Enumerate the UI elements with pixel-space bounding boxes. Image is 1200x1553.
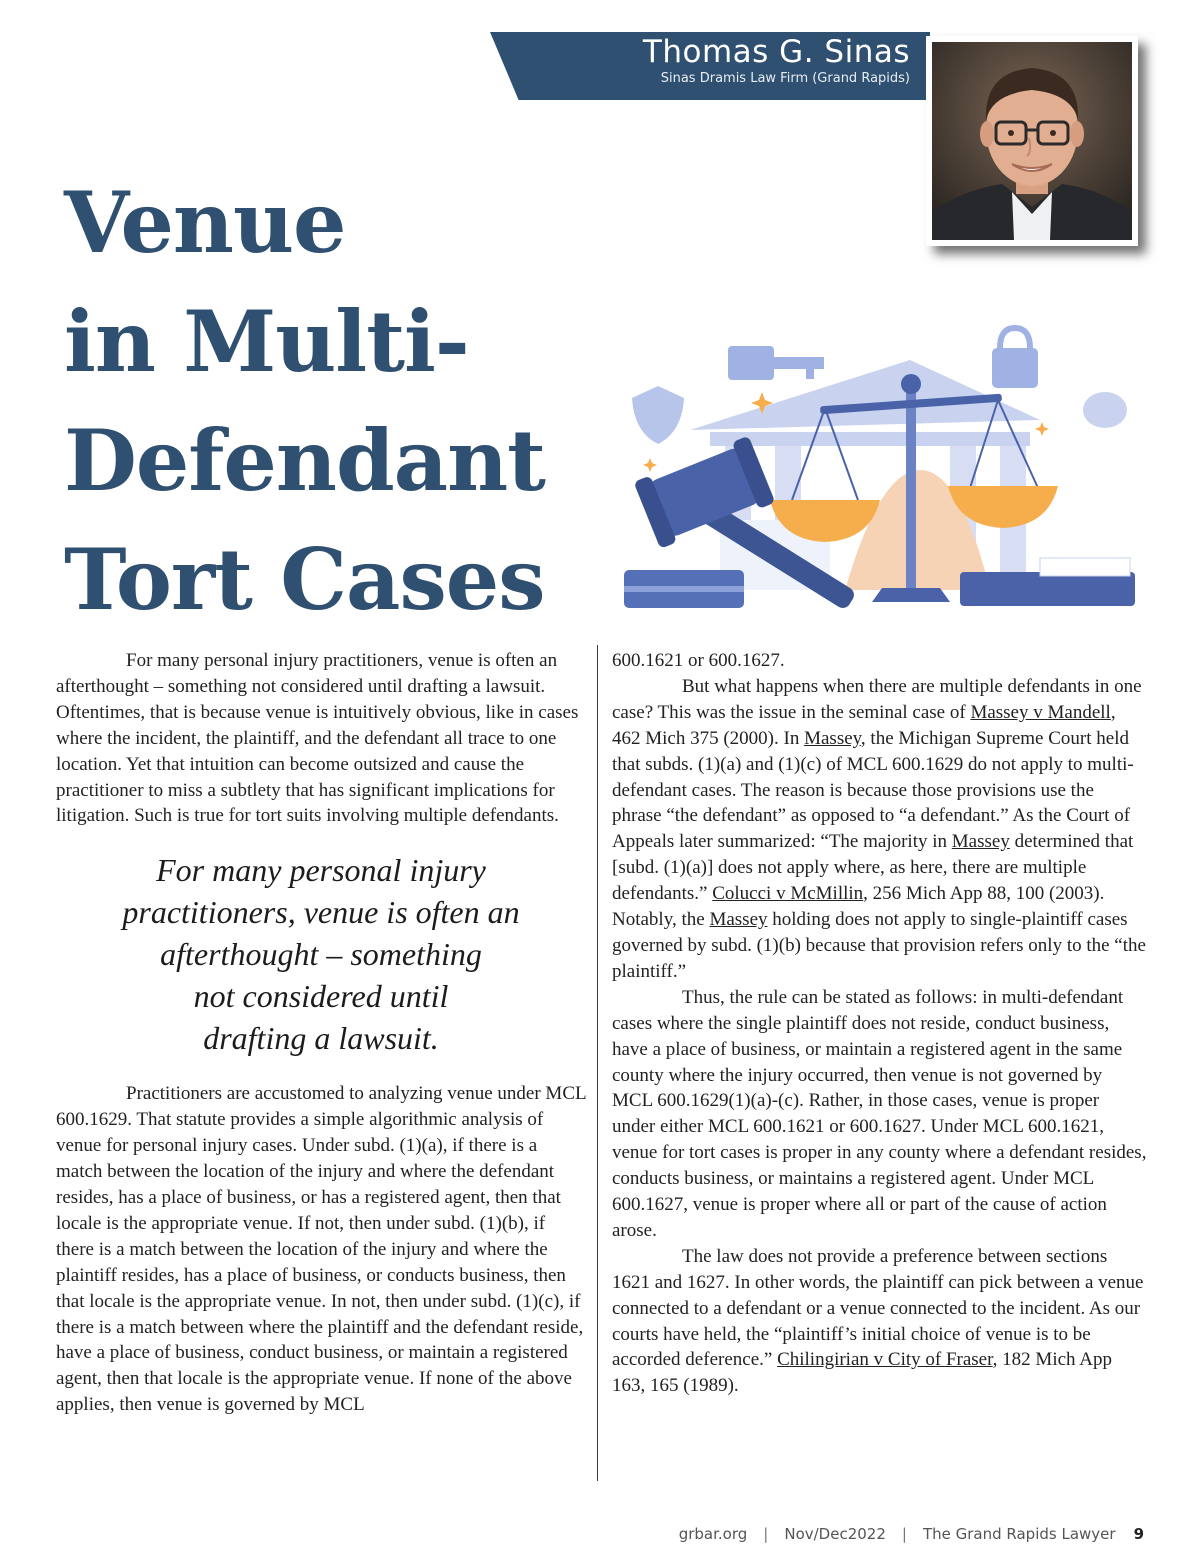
footer-separator: | xyxy=(763,1525,769,1543)
case-citation: Massey v Mandell xyxy=(970,701,1111,723)
case-citation: Chilingirian v City of Fraser xyxy=(777,1349,993,1371)
case-citation: Colucci v McMillin xyxy=(712,883,864,905)
footer-site: grbar.org xyxy=(678,1525,748,1543)
pull-quote-line: For many personal injury xyxy=(156,852,486,889)
footer-publication: The Grand Rapids Lawyer xyxy=(922,1525,1116,1543)
text-run: holding does not apply to single-plaintiff cases governed by subd. (1)(b) because that provision refers only to the “the plaintiff.” xyxy=(612,909,1146,982)
case-citation: Massey xyxy=(804,727,861,749)
title-line: Tort Cases xyxy=(64,530,545,629)
paragraph: Thus, the rule can be stated as follows: in multi-defendant cases where the single plaintiff does not reside, conduct business, have a place of business, or maintain a registered agent in the same county where the injury occurred, then venue is not governed by MCL 600.1629(1)(a)-(c). Rather, in those cases, venue is proper under either MCL 600.1621 or 600.1627. Under MCL 600.1621, venue for tort cases is proper in any county where a defendant resides, conducts business, or maintains a registered agent. Under MCL 600.1627, venue is proper where all or part of the cause of action arose. xyxy=(612,986,1147,1241)
shield-icon xyxy=(632,386,684,444)
text-run: , 182 Mich App 163, 165 (1989). xyxy=(612,1349,1112,1397)
justice-scales-illustration xyxy=(620,320,1140,612)
author-name: Thomas G. Sinas xyxy=(642,34,910,70)
title-line: in Multi- xyxy=(64,292,469,391)
key-icon xyxy=(728,346,824,380)
paragraph: For many personal injury practitioners, venue is often an afterthought – something not considered until drafting a lawsuit. Oftentimes, that is because venue is intuitively obvious, like in cases where the incident, the plaintiff, and the defendant all trace to one location. Yet that intuition can become outsized and cause the practitioner to miss a subtlety that has significant implications for litigation. Such is true for tort suits involving multiple defendants. xyxy=(56,650,579,827)
author-firm: Sinas Dramis Law Firm (Grand Rapids) xyxy=(660,71,910,86)
paragraph xyxy=(612,1244,1147,1399)
text-run: But what happens when there are multiple defendants in one case? This was the issue in the seminal case of xyxy=(612,675,1142,723)
title-line: Defendant xyxy=(64,411,545,510)
title-line: Venue xyxy=(64,173,346,272)
case-citation: Massey xyxy=(951,831,1010,853)
column-left xyxy=(56,648,586,1418)
paragraph-continued: 600.1621 or 600.1627. xyxy=(612,650,785,671)
paragraph xyxy=(612,674,1147,985)
page-number: 9 xyxy=(1133,1525,1144,1543)
portrait-image xyxy=(932,42,1132,240)
case-citation: Massey xyxy=(709,909,768,931)
paragraph: Practitioners are accustomed to analyzing venue under MCL 600.1629. That statute provides a simple algorithmic analysis of venue for personal injury cases. Under subd. (1)(a), if there is a match between the location of the injury and where the defendant resides, has a place of business, or has a registered agent, then that locale is the appropriate venue. If not, then under subd. (1)(b), if there is a match between the location of the injury and where the plaintiff resides, has a place of business, or conducts business, then that locale is the appropriate venue. In not, then under subd. (1)(c), if there is a match between where the plaintiff and the defendant reside, have a place of business, conduct business, or maintain a registered agent, then that locale is the appropriate venue. If none of the above applies, then venue is governed by MCL xyxy=(56,1083,586,1416)
text-run: , 462 Mich 375 (2000). In xyxy=(612,701,1116,749)
pull-quote-line: not considered until xyxy=(193,978,449,1015)
text-run: , 256 Mich App 88, 100 (2003). Notably, the xyxy=(612,883,1105,931)
text-run: determined that [subd. (1)(a)] does not apply where, as here, there are multiple defendants.” xyxy=(612,831,1134,905)
footer-issue: Nov/Dec2022 xyxy=(784,1525,886,1543)
pull-quote-line: afterthought – something xyxy=(160,936,482,973)
pull-quote-line: drafting a lawsuit. xyxy=(203,1020,439,1057)
lock-icon xyxy=(992,328,1038,388)
author-photo xyxy=(932,42,1132,240)
pull-quote xyxy=(56,849,586,1059)
column-divider xyxy=(597,645,598,1481)
pull-quote-line: practitioners, venue is often an xyxy=(122,894,520,931)
footer-separator: | xyxy=(901,1525,907,1543)
text-run: The law does not provide a preference between sections 1621 and 1627. In other words, the plaintiff can pick between a venue connected to a defendant or a venue connected to the incident. As our courts have held, the “plaintiff’s initial choice of venue is to be accorded deference.” xyxy=(612,1245,1144,1371)
page-footer xyxy=(679,1525,1144,1543)
column-right xyxy=(612,648,1147,1399)
author-photo-frame xyxy=(926,36,1138,246)
article-title xyxy=(64,163,545,639)
text-run: , the Michigan Supreme Court held that subds. (1)(a) and (1)(c) of MCL 600.1629 do not apply to multi-defendant cases. The reason is because those provisions use the phrase “the defendant” as opposed to “a defendant.” As the Court of Appeals later summarized: “The majority in xyxy=(612,727,1134,853)
